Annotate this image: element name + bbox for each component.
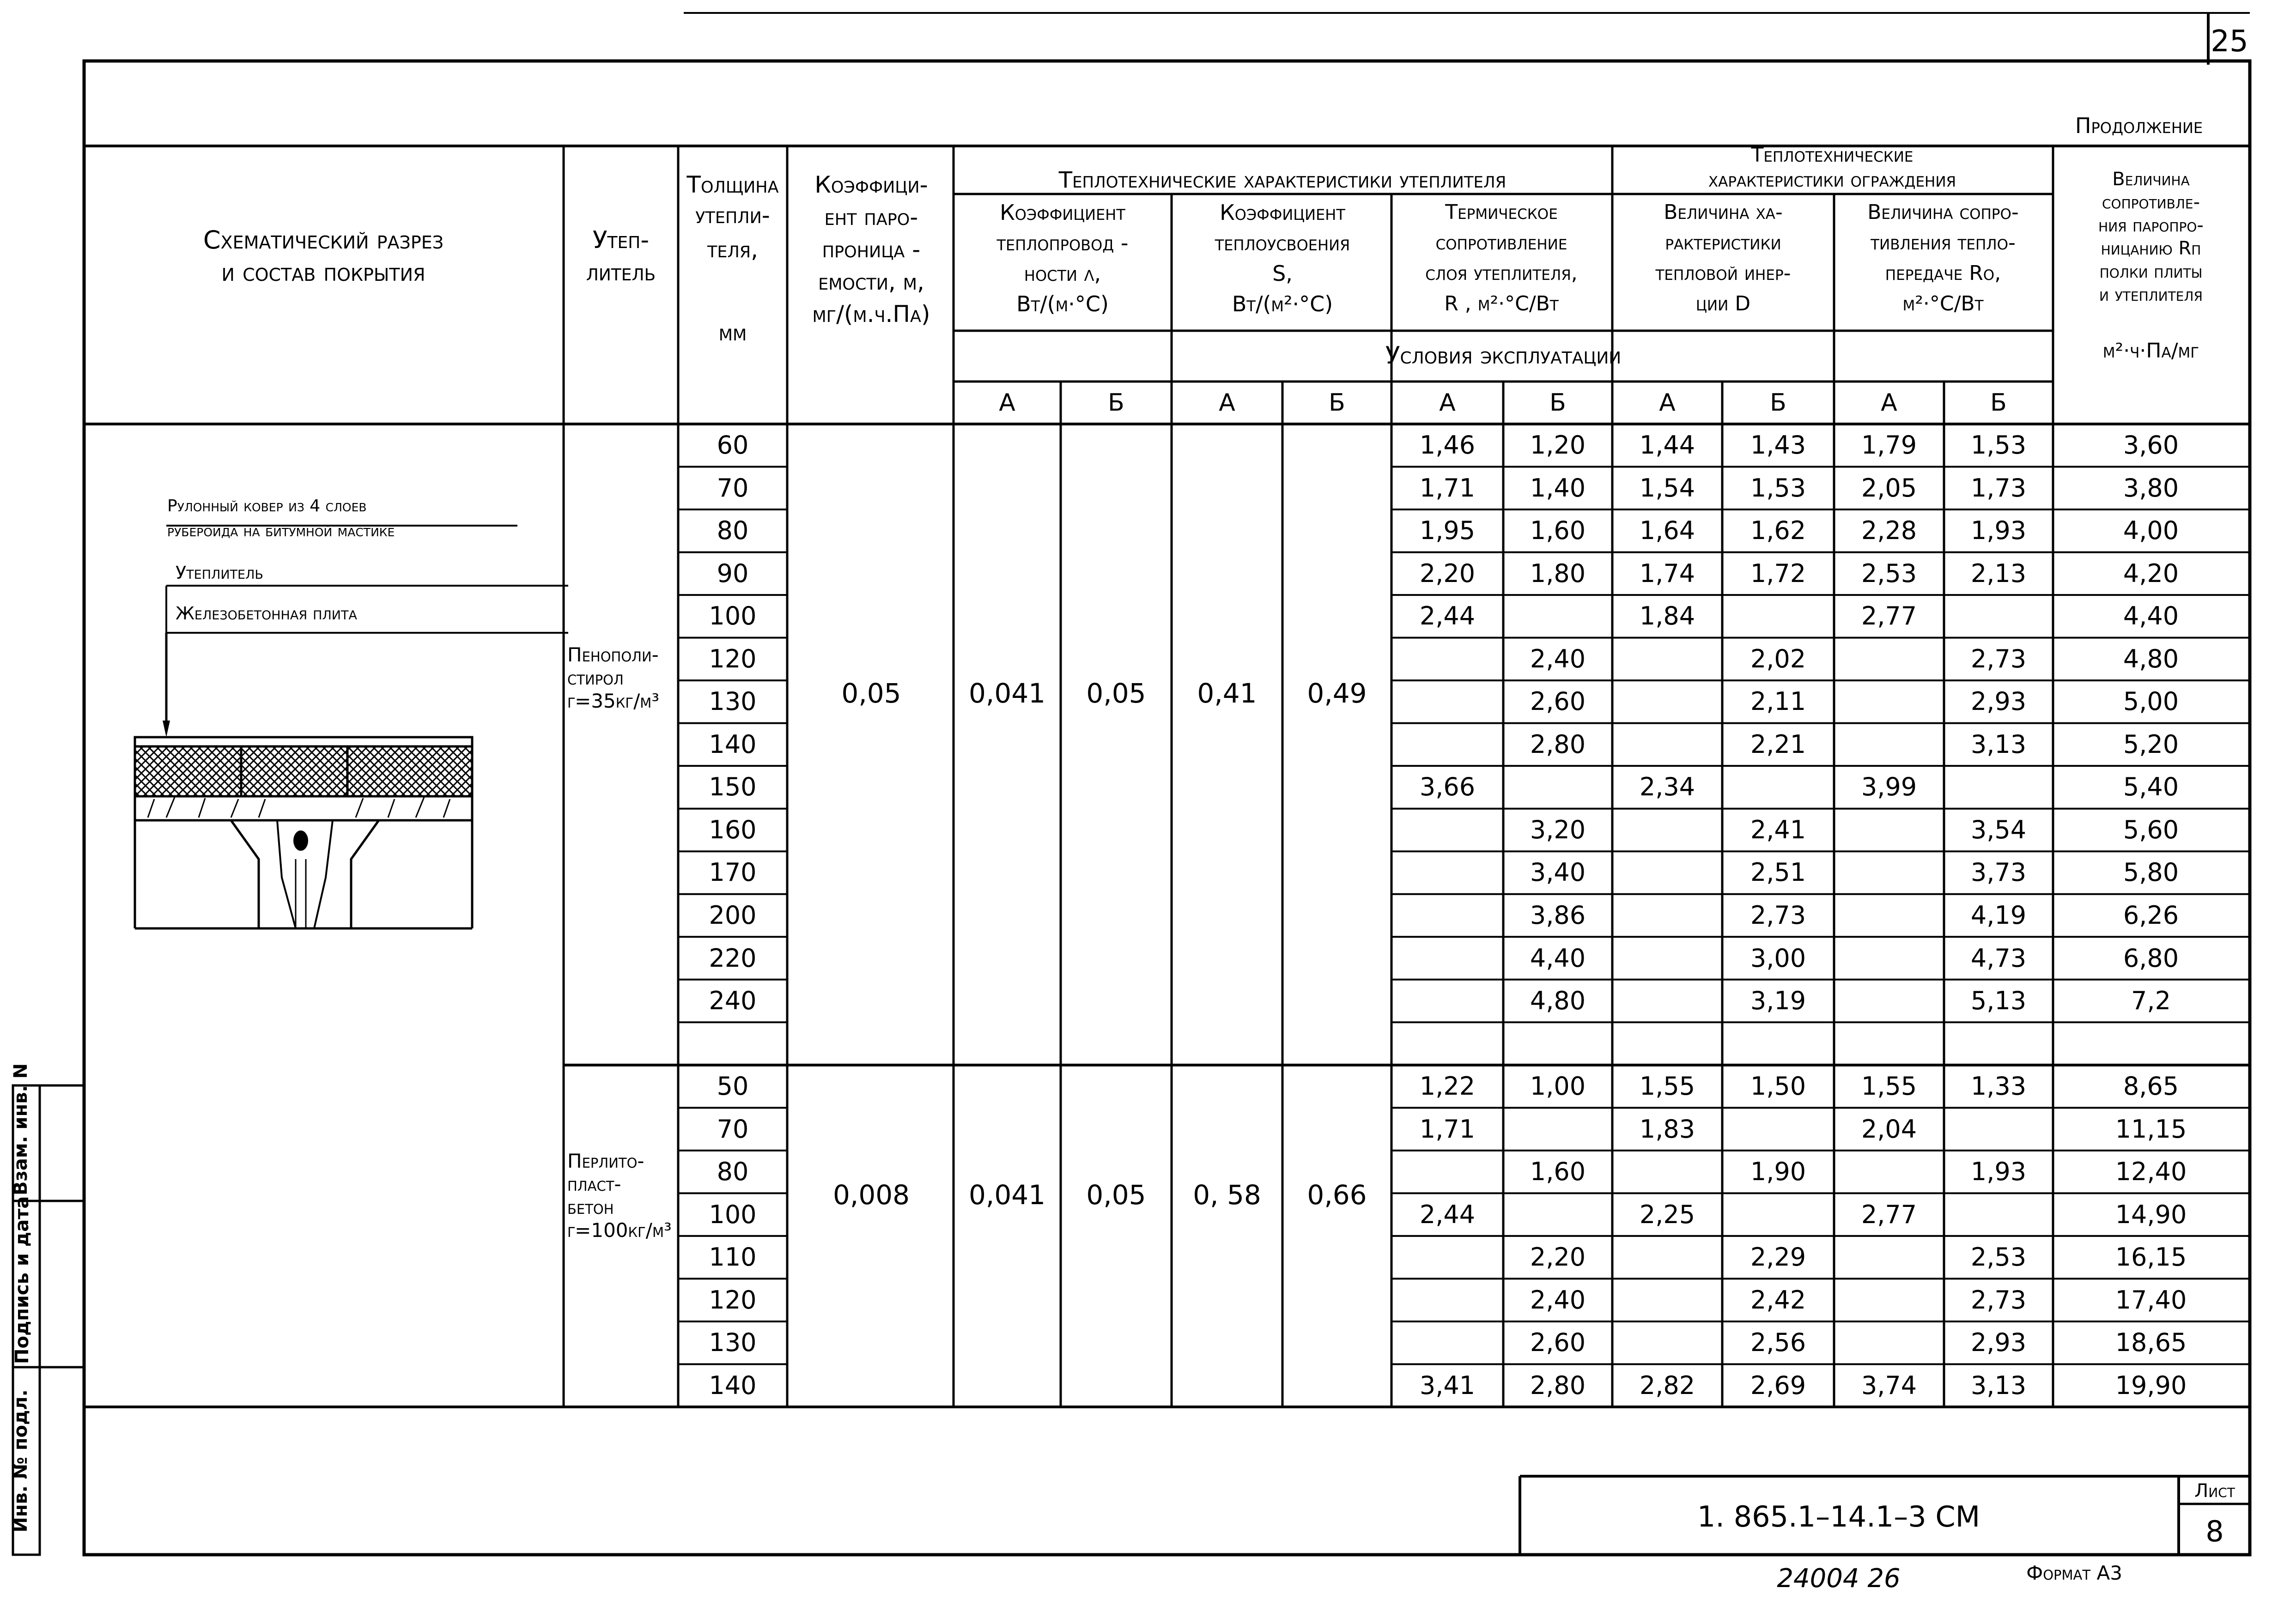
table-cell: 3,73: [1970, 858, 2027, 887]
header-d-line: рактеристики: [1665, 231, 1781, 255]
table-cell: 2,73: [1970, 644, 2027, 673]
table-cell: 2,41: [1750, 815, 1806, 844]
table-cell: 4,73: [1970, 943, 2027, 973]
table-cell: 70: [717, 473, 749, 503]
group-s_b: 0,49: [1307, 677, 1367, 709]
table-cell: 150: [709, 772, 757, 802]
group-lambda_a: 0,041: [968, 677, 1046, 709]
table-cell: 2,05: [1861, 473, 1917, 503]
table-cell: 2,04: [1861, 1114, 1917, 1144]
table-cell: 2,20: [1530, 1242, 1586, 1272]
table-cell: 4,40: [2123, 601, 2179, 631]
table-cell: 5,80: [2123, 858, 2179, 887]
table-cell: 3,60: [2123, 430, 2179, 460]
header-vapor-line: емости, μ,: [818, 268, 924, 295]
header-rp-line: Величина: [2112, 169, 2190, 190]
table-cell: 140: [709, 729, 757, 759]
table-cell: 1,60: [1530, 1157, 1586, 1187]
table-cell: 120: [709, 644, 757, 673]
table-cell: 2,13: [1970, 558, 2027, 588]
table-cell: 1,20: [1530, 430, 1586, 460]
header-insulation-line: литель: [586, 259, 656, 286]
roof-section-diagram: [135, 526, 568, 928]
header-vapor-line: Коэффици-: [814, 171, 928, 198]
table-cell: 5,20: [2123, 729, 2179, 759]
header-schema-line: и состав покрытия: [221, 258, 425, 287]
material-label: стирол: [567, 667, 624, 689]
table-cell: 100: [709, 1200, 757, 1229]
header-sub-7: Б: [1770, 389, 1786, 417]
diagram-label-insulation: Утеплитель: [176, 563, 263, 583]
table-cell: 1,00: [1530, 1072, 1586, 1101]
header-sub-2: А: [1219, 389, 1235, 417]
material-label: γ=35кг/м³: [567, 690, 660, 712]
group-s_a: 0, 58: [1193, 1179, 1261, 1211]
format-label: Формат А3: [2026, 1562, 2122, 1584]
header-ro-line: передаче Ro,: [1885, 261, 2001, 285]
table-cell: 1,93: [1970, 1157, 2027, 1187]
table-cell: 240: [709, 986, 757, 1016]
header-vapor-line: мг/(м.ч.Па): [812, 301, 930, 327]
table-cell: 2,40: [1530, 1285, 1586, 1315]
diagram-label-roofing: Рулонный ковер из 4 слоев: [167, 497, 367, 515]
table-cell: 5,40: [2123, 772, 2179, 802]
header-lambda-line: Коэффициент: [1000, 200, 1125, 225]
header-ro-line: тивления тепло-: [1871, 231, 2016, 255]
table-cell: 2,93: [1970, 1328, 2027, 1357]
diagram-label-slab: Железобетонная плита: [176, 603, 357, 624]
header-envelope-group: Теплотехнические: [1751, 143, 1914, 167]
table-cell: 1,83: [1639, 1114, 1695, 1144]
table-cell: 2,77: [1861, 1200, 1917, 1229]
footer-number: 24004 26: [1777, 1563, 1901, 1594]
header-lambda-line: ности λ,: [1024, 261, 1101, 286]
table-cell: 2,53: [1970, 1242, 2027, 1272]
table-cell: 2,44: [1419, 601, 1476, 631]
header-sub-4: А: [1439, 389, 1456, 417]
table-cell: 18,65: [2115, 1328, 2187, 1357]
header-sub-1: Б: [1108, 389, 1124, 417]
table-cell: 1,72: [1750, 558, 1806, 588]
table-cell: 6,26: [2123, 901, 2179, 930]
header-r-line: слоя утеплителя,: [1425, 261, 1578, 285]
table-cell: 50: [717, 1072, 749, 1101]
header-sub-3: Б: [1329, 389, 1345, 417]
header-vapor-line: ент паро-: [824, 204, 918, 230]
table-cell: 2,25: [1639, 1200, 1695, 1229]
table-cell: 170: [709, 858, 757, 887]
header-sub-0: А: [999, 389, 1015, 417]
material-label: пласт-: [567, 1173, 621, 1195]
header-thickness-line: утепли-: [695, 202, 770, 229]
table-cell: 3,20: [1530, 815, 1586, 844]
header-thickness-line: теля,: [707, 236, 759, 263]
table-cell: 110: [709, 1242, 757, 1272]
side-label-sign: Подпись и дата: [12, 1196, 33, 1364]
header-ro-line: Величина сопро-: [1867, 200, 2019, 224]
table-cell: 2,28: [1861, 516, 1917, 545]
table-cell: 4,00: [2123, 516, 2179, 545]
material-label: Пенополи-: [567, 643, 659, 666]
table-cell: 100: [709, 601, 757, 631]
header-sub-8: А: [1881, 389, 1897, 417]
table-cell: 4,19: [1970, 901, 2027, 930]
table-cell: 5,60: [2123, 815, 2179, 844]
table-cell: 2,73: [1750, 901, 1806, 930]
table-cell: 1,62: [1750, 516, 1806, 545]
table-cell: 1,50: [1750, 1072, 1806, 1101]
table-cell: 3,19: [1750, 986, 1806, 1016]
table-cell: 2,60: [1530, 1328, 1586, 1357]
table-cell: 2,02: [1750, 644, 1806, 673]
table-cell: 3,41: [1419, 1370, 1476, 1400]
diagram-label-roofing-2: рубероида на битумной мастике: [167, 521, 395, 540]
group-mu: 0,008: [832, 1179, 910, 1211]
table-cell: 4,40: [1530, 943, 1586, 973]
header-s-line: S,: [1272, 261, 1293, 286]
table-cell: 2,40: [1530, 644, 1586, 673]
table-cell: 220: [709, 943, 757, 973]
table-cell: 2,60: [1530, 687, 1586, 716]
table-cell: 1,60: [1530, 516, 1586, 545]
header-rp-line: ницанию Rп: [2101, 238, 2201, 259]
group-s_a: 0,41: [1197, 677, 1257, 709]
header-r-line: Термическое: [1445, 200, 1558, 224]
table-cell: 200: [709, 901, 757, 930]
header-rp-line: ния паропро-: [2098, 215, 2204, 236]
table-cell: 8,65: [2123, 1072, 2179, 1101]
table-cell: 3,86: [1530, 901, 1586, 930]
table-cell: 1,53: [1970, 430, 2027, 460]
table-cell: 1,33: [1970, 1072, 2027, 1101]
header-sub-9: Б: [1990, 389, 2007, 417]
table-cell: 3,66: [1419, 772, 1476, 802]
table-cell: 6,80: [2123, 943, 2179, 973]
header-envelope-group: характеристики ограждения: [1708, 168, 1956, 192]
sheet-label: Лист: [2194, 1480, 2235, 1502]
table-cell: 2,29: [1750, 1242, 1806, 1272]
header-lambda-line: теплопровод -: [996, 230, 1129, 255]
table-cell: 2,20: [1419, 558, 1476, 588]
table-cell: 3,00: [1750, 943, 1806, 973]
sheet-number: 8: [2205, 1515, 2224, 1548]
page-number: 25: [2211, 24, 2248, 59]
table-cell: 4,80: [2123, 644, 2179, 673]
header-schema-line: Схематический разрез: [203, 225, 444, 255]
table-cell: 2,93: [1970, 687, 2027, 716]
document-code: 1. 865.1–14.1–3 СМ: [1697, 1500, 1980, 1533]
table-cell: 1,90: [1750, 1157, 1806, 1187]
group-lambda_b: 0,05: [1086, 677, 1146, 709]
table-cell: 3,99: [1861, 772, 1917, 802]
table-cell: 1,22: [1419, 1072, 1476, 1101]
table-cell: 4,80: [1530, 986, 1586, 1016]
table-cell: 5,13: [1970, 986, 2027, 1016]
header-rp-line: сопротивле-: [2102, 192, 2200, 213]
header-r-line: сопротивление: [1435, 231, 1567, 255]
table-cell: 2,82: [1639, 1370, 1695, 1400]
table-cell: 2,73: [1970, 1285, 2027, 1315]
header-conditions: Условия эксплуатации: [1385, 342, 1622, 370]
table-cell: 5,00: [2123, 687, 2179, 716]
table-cell: 2,56: [1750, 1328, 1806, 1357]
table-cell: 2,34: [1639, 772, 1695, 802]
table-cell: 3,13: [1970, 729, 2027, 759]
header-r-line: R , м²·°С/Вт: [1444, 292, 1559, 315]
table-cell: 11,15: [2115, 1114, 2187, 1144]
material-label: γ=100кг/м³: [567, 1219, 672, 1242]
table-cell: 2,80: [1530, 729, 1586, 759]
table-cell: 160: [709, 815, 757, 844]
table-cell: 1,54: [1639, 473, 1695, 503]
table-cell: 3,40: [1530, 858, 1586, 887]
side-label-replace: Взам. инв. N: [10, 1063, 31, 1195]
table-cell: 1,79: [1861, 430, 1917, 460]
table-cell: 7,2: [2131, 986, 2171, 1016]
material-label: бетон: [567, 1196, 614, 1218]
table-cell: 70: [717, 1114, 749, 1144]
continuation-label: Продолжение: [2075, 113, 2203, 138]
header-d-line: тепловой инер-: [1655, 261, 1791, 285]
table-cell: 1,93: [1970, 516, 2027, 545]
table-cell: 3,80: [2123, 473, 2179, 503]
table-cell: 80: [717, 516, 749, 545]
table-cell: 2,77: [1861, 601, 1917, 631]
table-cell: 1,84: [1639, 601, 1695, 631]
table-cell: 1,95: [1419, 516, 1476, 545]
header-s-line: Вт/(м²·°С): [1232, 291, 1333, 316]
header-d-line: Величина ха-: [1664, 200, 1783, 224]
group-lambda_a: 0,041: [968, 1179, 1046, 1211]
material-label: Перлито-: [567, 1150, 644, 1172]
header-sub-6: А: [1659, 389, 1676, 417]
table-cell: 17,40: [2115, 1285, 2187, 1315]
table-cell: 2,11: [1750, 687, 1806, 716]
table-cell: 2,80: [1530, 1370, 1586, 1400]
table-cell: 2,42: [1750, 1285, 1806, 1315]
table-cell: 2,51: [1750, 858, 1806, 887]
header-s-line: теплоусвоения: [1215, 230, 1350, 255]
table-cell: 1,46: [1419, 430, 1476, 460]
table-cell: 1,71: [1419, 1114, 1476, 1144]
table-cell: 140: [709, 1370, 757, 1400]
table-cell: 12,40: [2115, 1157, 2187, 1187]
header-thickness-line: Толщина: [686, 171, 779, 198]
header-thickness-line: мм: [718, 319, 747, 346]
header-d-line: ции D: [1695, 292, 1751, 315]
table-cell: 90: [717, 558, 749, 588]
header-rp-unit: м²·ч·Па/мг: [2102, 339, 2199, 363]
header-insulation-line: Утеп-: [592, 226, 650, 254]
table-cell: 1,74: [1639, 558, 1695, 588]
table-cell: 1,43: [1750, 430, 1806, 460]
header-vapor-line: проница -: [822, 236, 921, 263]
header-s-line: Коэффициент: [1220, 200, 1345, 225]
table-cell: 3,13: [1970, 1370, 2027, 1400]
table-cell: 3,54: [1970, 815, 2027, 844]
table-cell: 19,90: [2115, 1370, 2187, 1400]
table-cell: 1,40: [1530, 473, 1586, 503]
table-cell: 1,71: [1419, 473, 1476, 503]
table-cell: 130: [709, 687, 757, 716]
table-cell: 1,55: [1639, 1072, 1695, 1101]
table-cell: 80: [717, 1157, 749, 1187]
table-cell: 130: [709, 1328, 757, 1357]
header-insul-group: Теплотехнические характеристики утеплителя: [1058, 167, 1507, 193]
header-rp-line: полки плиты: [2099, 261, 2203, 282]
table-cell: 1,55: [1861, 1072, 1917, 1101]
table-cell: 1,80: [1530, 558, 1586, 588]
table-cell: 2,69: [1750, 1370, 1806, 1400]
header-ro-line: м²·°С/Вт: [1902, 292, 1984, 315]
group-mu: 0,05: [841, 677, 901, 709]
table-cell: 1,44: [1639, 430, 1695, 460]
table-cell: 1,64: [1639, 516, 1695, 545]
table-cell: 16,15: [2115, 1242, 2187, 1272]
table-cell: 4,20: [2123, 558, 2179, 588]
table-cell: 14,90: [2115, 1200, 2187, 1229]
header-sub-5: Б: [1549, 389, 1566, 417]
side-label-inv: Инв. № подл.: [10, 1389, 31, 1533]
table-cell: 60: [717, 430, 749, 460]
header-rp-line: и утеплителя: [2099, 284, 2203, 305]
table-cell: 2,21: [1750, 729, 1806, 759]
group-lambda_b: 0,05: [1086, 1179, 1146, 1211]
table-cell: 1,73: [1970, 473, 2027, 503]
group-s_b: 0,66: [1307, 1179, 1367, 1211]
table-cell: 120: [709, 1285, 757, 1315]
table-cell: 2,53: [1861, 558, 1917, 588]
table-cell: 3,74: [1861, 1370, 1917, 1400]
table-cell: 1,53: [1750, 473, 1806, 503]
header-lambda-line: Вт/(м·°С): [1016, 291, 1109, 316]
table-cell: 2,44: [1419, 1200, 1476, 1229]
